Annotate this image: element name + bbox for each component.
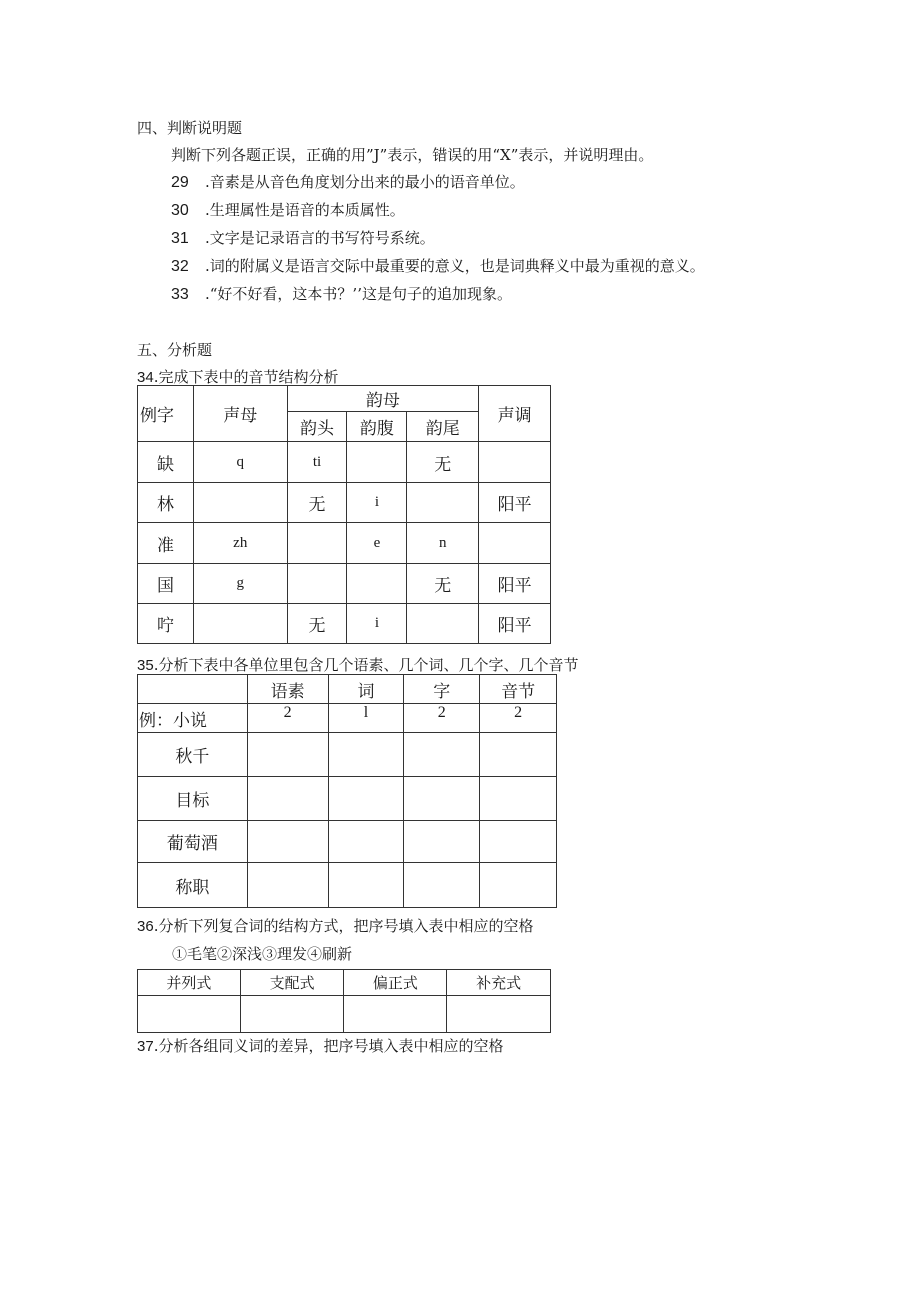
- unit-cell: 葡萄酒: [138, 821, 248, 863]
- header-chars: 字: [404, 675, 480, 704]
- main-vowel-cell: i: [347, 604, 407, 644]
- words-cell[interactable]: [328, 777, 404, 821]
- table-row: [138, 523, 551, 564]
- unit-cell: 称职: [138, 863, 248, 908]
- table-row: [138, 442, 551, 483]
- table-row: [138, 821, 557, 863]
- initial-cell: g: [193, 564, 287, 604]
- ending-cell: 无: [407, 442, 479, 483]
- question-number: 30: [171, 202, 189, 219]
- header-tone: 声调: [479, 386, 551, 442]
- morphemes-cell[interactable]: [247, 821, 328, 863]
- main-vowel-cell: [347, 564, 407, 604]
- tone-cell: 阳平: [479, 604, 551, 644]
- section4-instruction: 判断下列各题正误，正确的用”J”表示，错误的用“X”表示，并说明理由。: [171, 146, 654, 164]
- question-text: .“好不好看，这本书？’’这是句子的追加现象。: [205, 285, 512, 303]
- ending-cell: n: [407, 523, 479, 564]
- example-char-cell: 准: [138, 523, 194, 564]
- table-row: [138, 863, 557, 908]
- tone-cell: [479, 442, 551, 483]
- header-ending: 韵尾: [407, 412, 479, 442]
- medial-cell: 无: [287, 604, 347, 644]
- question-text: .完成下表中的音节结构分析: [153, 368, 339, 386]
- words-cell: l: [328, 704, 404, 733]
- chars-cell[interactable]: [404, 733, 480, 777]
- question-number: 32: [171, 258, 189, 275]
- medial-cell: [287, 523, 347, 564]
- chars-cell[interactable]: [404, 777, 480, 821]
- question-34-title: [137, 366, 338, 387]
- tone-cell: 阳平: [479, 564, 551, 604]
- header-initial: 声母: [193, 386, 287, 442]
- question-number: 31: [171, 230, 189, 247]
- morphemes-cell: 2: [247, 704, 328, 733]
- question-text: .分析各组同义词的差异，把序号填入表中相应的空格: [153, 1037, 504, 1055]
- initial-cell: zh: [193, 523, 287, 564]
- ending-cell: [407, 483, 479, 523]
- question-35-title: [137, 654, 578, 675]
- morphemes-cell[interactable]: [247, 733, 328, 777]
- question-number: 33: [171, 286, 189, 303]
- words-cell[interactable]: [328, 821, 404, 863]
- answer-cell[interactable]: [447, 996, 551, 1033]
- syllables-cell[interactable]: [480, 863, 557, 908]
- section4-heading: 四、判断说明题: [137, 119, 243, 137]
- table-row: [138, 996, 551, 1033]
- syllables-cell: 2: [480, 704, 557, 733]
- initial-cell: q: [193, 442, 287, 483]
- words-cell[interactable]: [328, 863, 404, 908]
- syllables-cell[interactable]: [480, 733, 557, 777]
- header-complement: 补充式: [447, 970, 551, 996]
- question-31: [171, 227, 435, 248]
- header-final: 韵母: [287, 386, 479, 412]
- syllables-cell[interactable]: [480, 777, 557, 821]
- table-row: [138, 604, 551, 644]
- initial-cell: [193, 483, 287, 523]
- medial-cell: [287, 564, 347, 604]
- header-modifier-head: 偏正式: [344, 970, 447, 996]
- unit-analysis-table: [137, 674, 557, 908]
- question-29: [171, 171, 525, 192]
- words-cell[interactable]: [328, 733, 404, 777]
- chars-cell: 2: [404, 704, 480, 733]
- table-row: [138, 564, 551, 604]
- question-text: .文字是记录语言的书写符号系统。: [205, 229, 435, 247]
- main-vowel-cell: [347, 442, 407, 483]
- unit-cell: 秋千: [138, 733, 248, 777]
- question-number: 34: [137, 369, 154, 386]
- header-verb-object: 支配式: [240, 970, 344, 996]
- header-medial: 韵头: [287, 412, 347, 442]
- syllables-cell[interactable]: [480, 821, 557, 863]
- question-30: [171, 199, 405, 220]
- header-example-char: 例字: [138, 386, 194, 442]
- example-char-cell: 林: [138, 483, 194, 523]
- question-37-title: [137, 1035, 503, 1056]
- q36-options: ①毛笔②深浅③理发④刷新: [172, 945, 353, 963]
- medial-cell: ti: [287, 442, 347, 483]
- ending-cell: 无: [407, 564, 479, 604]
- initial-cell: [193, 604, 287, 644]
- question-number: 37: [137, 1038, 154, 1055]
- morphemes-cell[interactable]: [247, 863, 328, 908]
- question-text: .分析下列复合词的结构方式，把序号填入表中相应的空格: [153, 917, 534, 935]
- question-text: .词的附属义是语言交际中最重要的意义，也是词典释义中最为重视的意义。: [205, 257, 705, 275]
- question-number: 29: [171, 174, 189, 191]
- question-text: .音素是从音色角度划分出来的最小的语音单位。: [205, 173, 525, 191]
- answer-cell[interactable]: [240, 996, 344, 1033]
- answer-cell[interactable]: [344, 996, 447, 1033]
- header-main-vowel: 韵腹: [347, 412, 407, 442]
- answer-cell[interactable]: [138, 996, 241, 1033]
- section5-heading: 五、分析题: [137, 341, 213, 359]
- header-words: 词: [328, 675, 404, 704]
- question-32: [171, 255, 705, 276]
- main-vowel-cell: e: [347, 523, 407, 564]
- question-number: 36: [137, 918, 154, 935]
- syllable-structure-table: [137, 385, 551, 644]
- morphemes-cell[interactable]: [247, 777, 328, 821]
- unit-cell: 例：小说: [138, 704, 248, 733]
- table-row: [138, 704, 557, 733]
- main-vowel-cell: i: [347, 483, 407, 523]
- compound-structure-table: [137, 969, 551, 1033]
- header-coordinate: 并列式: [138, 970, 241, 996]
- tone-cell: [479, 523, 551, 564]
- medial-cell: 无: [287, 483, 347, 523]
- header-unit: [138, 675, 248, 704]
- table-row: [138, 777, 557, 821]
- example-char-cell: 国: [138, 564, 194, 604]
- table-row: [138, 733, 557, 777]
- table-row: [138, 483, 551, 523]
- example-char-cell: 缺: [138, 442, 194, 483]
- example-char-cell: 咛: [138, 604, 194, 644]
- chars-cell[interactable]: [404, 821, 480, 863]
- question-text: .生理属性是语音的本质属性。: [205, 201, 405, 219]
- ending-cell: [407, 604, 479, 644]
- question-36-title: [137, 915, 533, 936]
- question-text: .分析下表中各单位里包含几个语素、几个词、几个字、几个音节: [153, 656, 579, 674]
- header-syllables: 音节: [480, 675, 557, 704]
- chars-cell[interactable]: [404, 863, 480, 908]
- question-33: [171, 283, 512, 304]
- unit-cell: 目标: [138, 777, 248, 821]
- tone-cell: 阳平: [479, 483, 551, 523]
- question-number: 35: [137, 657, 154, 674]
- header-morphemes: 语素: [247, 675, 328, 704]
